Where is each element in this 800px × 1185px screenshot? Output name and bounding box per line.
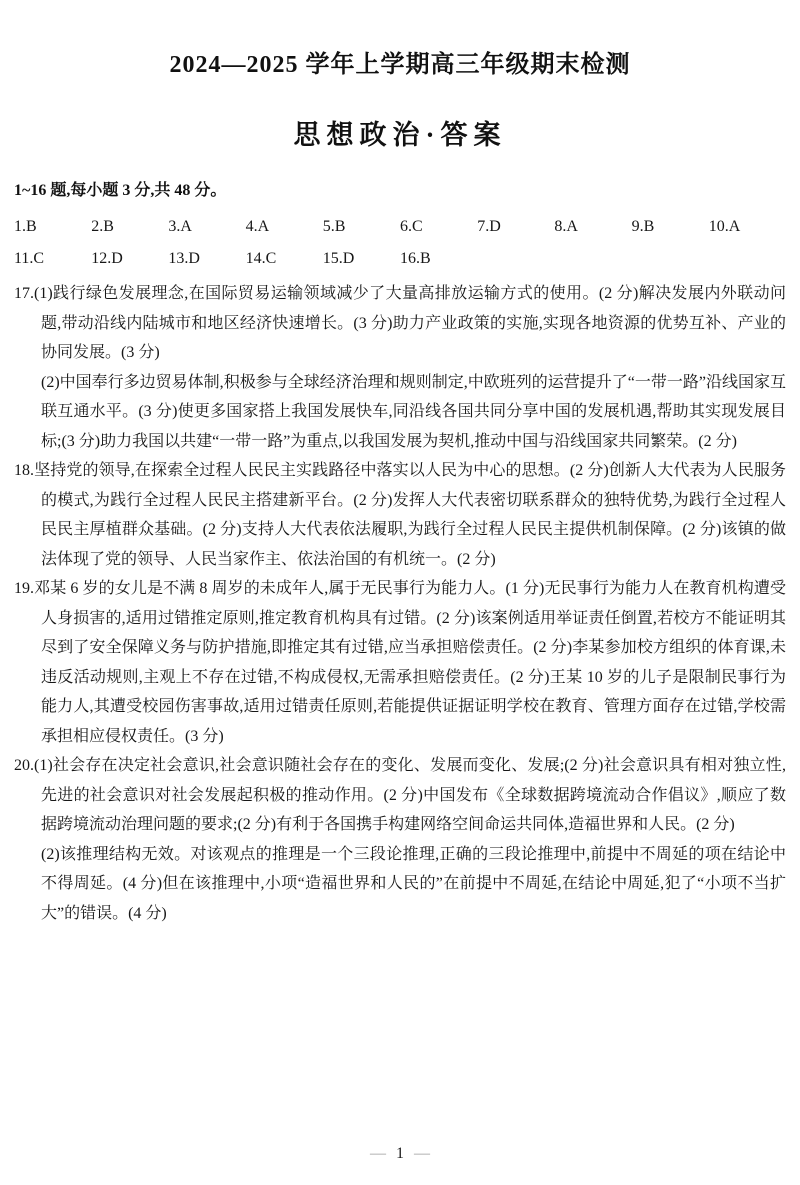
answer-20-part-1: (1)社会存在决定社会意识,社会意识随社会存在的变化、发展而变化、发展;(2 分)社会意识具有相对独立性,先进的社会意识对社会发展起积极的推动作用。(2 分)中国发布《全球数据跨境流动合作倡议》,顺应了数据跨境流动治理问题的要求;(2 分)有利于各国携手构建网络空间命运共同体,造福世界和人民。(2 分) — [34, 757, 786, 833]
mcq-answer-10: 10.A — [708, 218, 741, 235]
mcq-answer-3: 3.A — [168, 218, 192, 235]
mcq-answer-5: 5.B — [322, 218, 346, 235]
answer-20 — [14, 751, 786, 928]
page-subtitle: 思想政治·答案 — [293, 120, 507, 150]
document-content — [0, 49, 800, 928]
mcq-answer-9: 9.B — [631, 218, 655, 235]
answer-18-number: 18. — [14, 462, 34, 479]
mcq-answer-7: 7.D — [477, 218, 501, 235]
mcq-answer-6: 6.C — [399, 218, 423, 235]
mcq-answer-13: 13.D — [168, 250, 200, 267]
answer-18-text: 坚持党的领导,在探索全过程人民民主实践路径中落实以人民为中心的思想。(2 分)创新人大代表为人民服务的模式,为践行全过程人民民主搭建新平台。(2 分)发挥人大代表密切联系群众的独特优势,为践行全过程人民民主厚植群众基础。(2 分)支持人大代表依法履职,为践行全过程人民民主提供机制保障。(2 分)该镇的做法体现了党的领导、人民当家作主、依法治国的有机统一。(2 分) — [34, 462, 786, 568]
footer-right-dash: — — [414, 1145, 430, 1162]
answer-19-text: 邓某 6 岁的女儿是不满 8 周岁的未成年人,属于无民事行为能力人。(1 分)无民事行为能力人在教育机构遭受人身损害的,适用过错推定原则,推定教育机构具有过错。(2 分)该案例适用举证责任倒置,若校方不能证明其尽到了安全保障义务与防护措施,即推定其有过错,应当承担赔偿责任。(2 分)李某参加校方组织的体育课,未违反活动规则,主观上不存在过错,不构成侵权,无需承担赔偿责任。(2 分)王某 10 岁的儿子是限制民事行为能力人,其遭受校园伤害事故,适用过错责任原则,若能提供证据证明学校在教育、管理方面存在过错,学校需承担相应侵权责任。(3 分) — [34, 580, 786, 745]
score-note: 1~16 题,每小题 3 分,共 48 分。 — [14, 182, 227, 199]
mcq-answer-4: 4.A — [245, 218, 270, 235]
page-number: 1 — [396, 1145, 404, 1162]
mcq-answer-2: 2.B — [91, 218, 114, 235]
page-title: 2024—2025 学年上学期高三年级期末检测 — [169, 52, 631, 78]
answer-17-number: 17. — [14, 285, 34, 302]
answer-18 — [14, 456, 786, 574]
mcq-answer-1: 1.B — [14, 218, 37, 235]
footer-left-dash: — — [370, 1145, 386, 1162]
answer-17 — [14, 279, 786, 456]
mcq-answer-11: 11.C — [14, 250, 45, 267]
mcq-answer-14: 14.C — [245, 250, 277, 267]
answer-17-part-1: (1)践行绿色发展理念,在国际贸易运输领域减少了大量高排放运输方式的使用。(2 分)解决发展内外联动问题,带动沿线内陆城市和地区经济快速增长。(3 分)助力产业政策的实施,实现各地资源的优势互补、产业的协同发展。(3 分) — [34, 285, 786, 361]
mcq-answers-grid — [14, 211, 786, 275]
page-footer — [0, 1143, 800, 1165]
mcq-answer-8: 8.A — [554, 218, 578, 235]
answer-17-part-2: (2)中国奉行多边贸易体制,积极参与全球经济治理和规则制定,中欧班列的运营提升了“一带一路”沿线国家互联互通水平。(3 分)使更多国家搭上我国发展快车,同沿线各国共同分享中国的发展机遇,帮助其实现发展目标;(3 分)助力我国以共建“一带一路”为重点,以我国发展为契机,推动中国与沿线国家共同繁荣。(2 分) — [41, 373, 786, 450]
free-response-answers — [14, 279, 786, 928]
mcq-answer-16: 16.B — [399, 250, 431, 267]
answer-20-number: 20. — [14, 757, 34, 774]
mcq-answer-15: 15.D — [322, 250, 355, 267]
answer-20-part-2: (2)该推理结构无效。对该观点的推理是一个三段论推理,正确的三段论推理中,前提中不周延的项在结论中不得周延。(4 分)但在该推理中,小项“造福世界和人民的”在前提中不周延,在结论中周延,犯了“小项不当扩大”的错误。(4 分) — [41, 845, 786, 922]
answer-19-number: 19. — [14, 580, 34, 597]
answer-19 — [14, 574, 786, 751]
mcq-answer-12: 12.D — [91, 250, 123, 267]
